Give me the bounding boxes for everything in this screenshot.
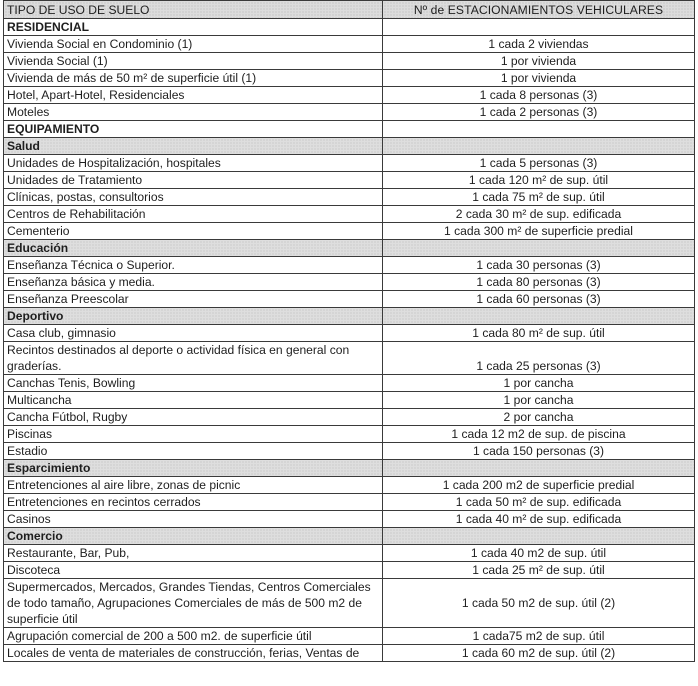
- use-cell: Vivienda Social en Condominio (1): [4, 36, 383, 53]
- parking-standards-table: [3, 0, 695, 662]
- use-cell: Unidades de Hospitalización, hospitales: [4, 155, 383, 172]
- parking-standards-document: [3, 0, 695, 662]
- parking-cell: 1 cada 2 viviendas: [383, 36, 695, 53]
- parking-cell: 1 cada 120 m² de sup. útil: [383, 172, 695, 189]
- table-row: [4, 628, 695, 645]
- table-row: [4, 325, 695, 342]
- table-row: [4, 36, 695, 53]
- section-row: [4, 19, 695, 36]
- use-cell: Clínicas, postas, consultorios: [4, 189, 383, 206]
- parking-cell: 1 cada 60 m2 de sup. útil (2): [383, 645, 695, 662]
- table-row: [4, 53, 695, 70]
- parking-cell: 2 cada 30 m² de sup. edificada: [383, 206, 695, 223]
- parking-cell: 1 cada 50 m2 de sup. útil (2): [383, 579, 695, 628]
- use-cell: Casa club, gimnasio: [4, 325, 383, 342]
- parking-cell: 1 cada 80 m² de sup. útil: [383, 325, 695, 342]
- parking-cell: 1 cada 12 m2 de sup. de piscina: [383, 426, 695, 443]
- parking-cell: 1 por cancha: [383, 375, 695, 392]
- use-cell: Unidades de Tratamiento: [4, 172, 383, 189]
- table-row: [4, 477, 695, 494]
- use-cell: Restaurante, Bar, Pub,: [4, 545, 383, 562]
- parking-cell: 1 cada 150 personas (3): [383, 443, 695, 460]
- parking-cell: 1 por vivienda: [383, 53, 695, 70]
- use-cell: Centros de Rehabilitación: [4, 206, 383, 223]
- use-cell: Moteles: [4, 104, 383, 121]
- category-title: Comercio: [4, 528, 383, 545]
- parking-cell: 2 por cancha: [383, 409, 695, 426]
- parking-cell: 1 cada 60 personas (3): [383, 291, 695, 308]
- parking-cell: 1 cada 50 m² de sup. edificada: [383, 494, 695, 511]
- table-row: [4, 274, 695, 291]
- table-row: [4, 409, 695, 426]
- parking-cell: 1 cada 40 m2 de sup. útil: [383, 545, 695, 562]
- table-row: [4, 291, 695, 308]
- table-row: [4, 562, 695, 579]
- use-cell: Supermercados, Mercados, Grandes Tiendas, Centros Comerciales de todo tamaño, Agrupaciones Comerciales de más de 500 m2 de superficie útil: [4, 579, 383, 628]
- category-title: Educación: [4, 240, 383, 257]
- table-row: [4, 189, 695, 206]
- parking-cell: 1 cada75 m2 de sup. útil: [383, 628, 695, 645]
- parking-cell: 1 cada 200 m2 de superficie predial: [383, 477, 695, 494]
- table-row: [4, 70, 695, 87]
- use-cell: Discoteca: [4, 562, 383, 579]
- section-title: EQUIPAMIENTO: [4, 121, 383, 138]
- section-row: [4, 121, 695, 138]
- table-row: [4, 392, 695, 409]
- parking-cell: 1 por vivienda: [383, 70, 695, 87]
- use-cell: Cementerio: [4, 223, 383, 240]
- use-cell: Locales de venta de materiales de construcción, ferias, Ventas de: [4, 645, 383, 662]
- table-row: [4, 545, 695, 562]
- table-row: [4, 426, 695, 443]
- header-parking: Nº de ESTACIONAMIENTOS VEHICULARES: [383, 1, 695, 19]
- table-row: [4, 342, 695, 375]
- parking-cell: 1 cada 30 personas (3): [383, 257, 695, 274]
- use-cell: Recintos destinados al deporte o actividad física en general con graderías.: [4, 342, 383, 375]
- use-cell: Enseñanza Preescolar: [4, 291, 383, 308]
- category-row: [4, 138, 695, 155]
- use-cell: Vivienda Social (1): [4, 53, 383, 70]
- category-row: [4, 528, 695, 545]
- table-row: [4, 579, 695, 628]
- header-use-type: TIPO DE USO DE SUELO: [4, 1, 383, 19]
- parking-cell: 1 por cancha: [383, 392, 695, 409]
- parking-cell: 1 cada 300 m² de superficie predial: [383, 223, 695, 240]
- parking-cell: 1 cada 2 personas (3): [383, 104, 695, 121]
- table-row: [4, 257, 695, 274]
- use-cell: Casinos: [4, 511, 383, 528]
- category-row: [4, 308, 695, 325]
- table-row: [4, 206, 695, 223]
- use-cell: Hotel, Apart-Hotel, Residenciales: [4, 87, 383, 104]
- parking-cell: 1 cada 40 m² de sup. edificada: [383, 511, 695, 528]
- table-row: [4, 172, 695, 189]
- table-row: [4, 443, 695, 460]
- use-cell: Agrupación comercial de 200 a 500 m2. de superficie útil: [4, 628, 383, 645]
- table-row: [4, 223, 695, 240]
- section-title: RESIDENCIAL: [4, 19, 383, 36]
- table-row: [4, 511, 695, 528]
- category-title: Deportivo: [4, 308, 383, 325]
- use-cell: Enseñanza Técnica o Superior.: [4, 257, 383, 274]
- use-cell: Entretenciones en recintos cerrados: [4, 494, 383, 511]
- use-cell: Estadio: [4, 443, 383, 460]
- category-title: Salud: [4, 138, 383, 155]
- table-row: [4, 494, 695, 511]
- category-row: [4, 460, 695, 477]
- category-row: [4, 240, 695, 257]
- use-cell: Piscinas: [4, 426, 383, 443]
- parking-cell: 1 cada 5 personas (3): [383, 155, 695, 172]
- parking-cell: 1 cada 25 m² de sup. útil: [383, 562, 695, 579]
- parking-cell: 1 cada 75 m² de sup. útil: [383, 189, 695, 206]
- use-cell: Multicancha: [4, 392, 383, 409]
- table-row: [4, 155, 695, 172]
- table-row: [4, 87, 695, 104]
- use-cell: Enseñanza básica y media.: [4, 274, 383, 291]
- table-header-row: [4, 1, 695, 19]
- use-cell: Canchas Tenis, Bowling: [4, 375, 383, 392]
- use-cell: Entretenciones al aire libre, zonas de picnic: [4, 477, 383, 494]
- parking-cell: 1 cada 80 personas (3): [383, 274, 695, 291]
- use-cell: Cancha Fútbol, Rugby: [4, 409, 383, 426]
- category-title: Esparcimiento: [4, 460, 383, 477]
- table-row: [4, 375, 695, 392]
- parking-cell: 1 cada 25 personas (3): [383, 342, 695, 375]
- use-cell: Vivienda de más de 50 m² de superficie útil (1): [4, 70, 383, 87]
- parking-cell: 1 cada 8 personas (3): [383, 87, 695, 104]
- table-row: [4, 104, 695, 121]
- table-row: [4, 645, 695, 662]
